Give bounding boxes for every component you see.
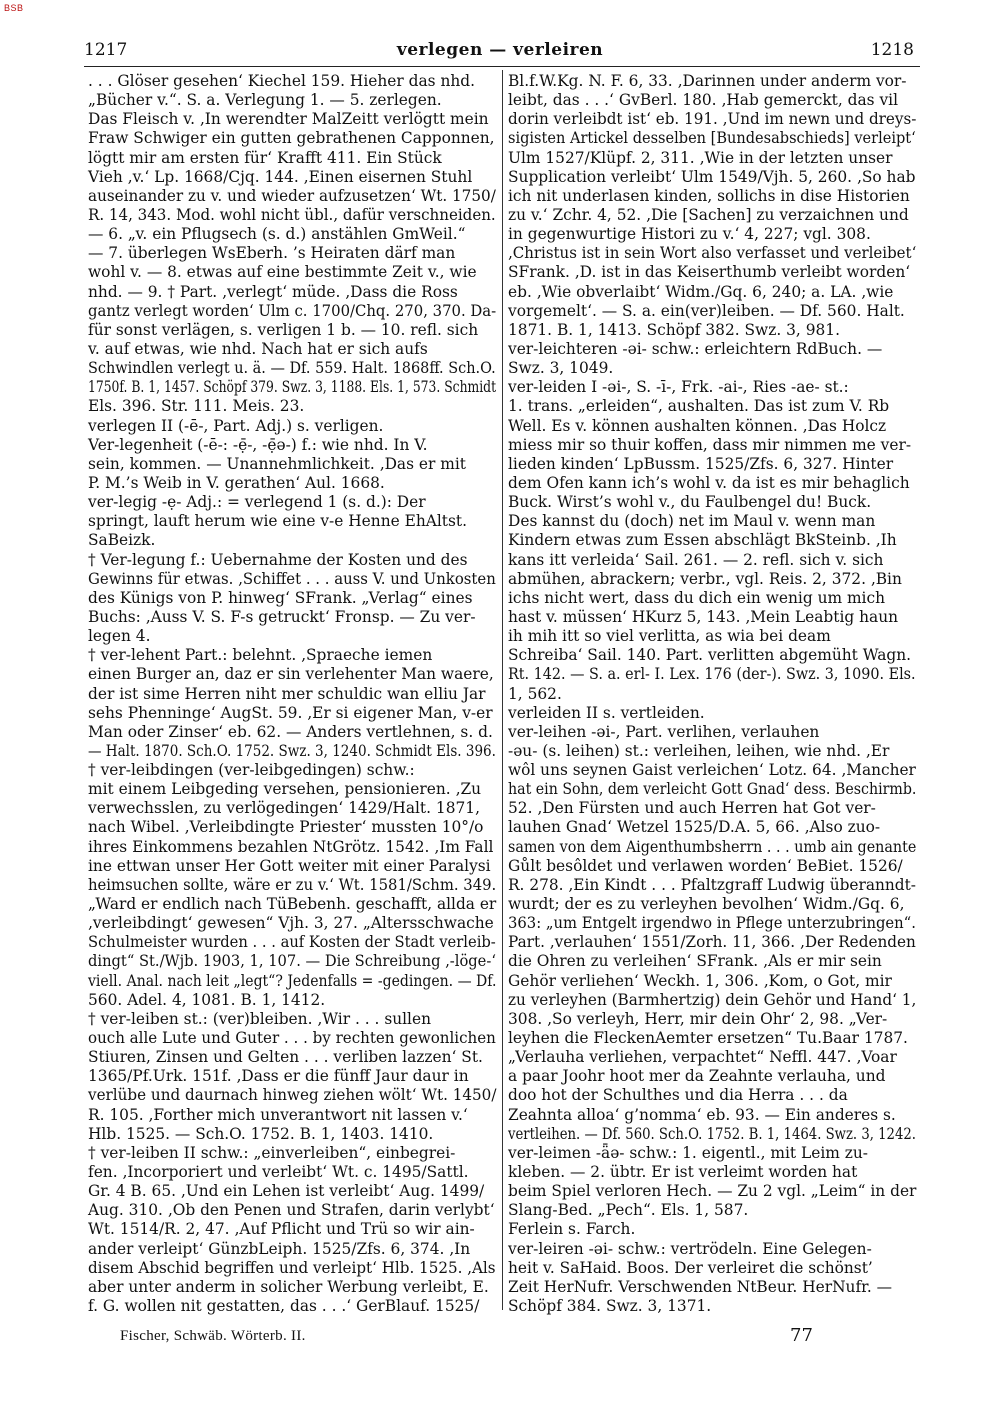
text-line: † ver-lehent Part.: belehnt. ‚Spraeche iemen bbox=[88, 646, 433, 665]
text-line: Gůlt besôldet und verlawen worden‘ BeBiet. 1526/ bbox=[508, 856, 903, 875]
text-line: ver-leichteren -əi- schw.: erleichtern RdBuch. — bbox=[508, 339, 883, 358]
text-line: Supplication verleibt‘ Ulm 1549/Vjh. 5, 260. ‚So hab bbox=[508, 167, 916, 186]
text-line: Man oder Zinser‘ eb. 62. — Anders vertlehnen, s. d. bbox=[88, 722, 493, 741]
text-line: Schreiba‘ Sail. 140. Part. verlitten abgemüht Wagn. bbox=[508, 646, 912, 665]
text-line: dorin verleibdt ist‘ eb. 191. ‚Und im newn und dreys- bbox=[508, 110, 917, 129]
text-line: ‚verleibdingt‘ gewesen“ Vjh. 3, 27. „Altersschwache bbox=[88, 914, 494, 933]
text-line: verlegen II (-ē-, Part. Adj.) s. verligen. bbox=[88, 416, 384, 435]
text-line: „Verlauha verliehen, verpachtet“ Neffl. 447. ‚Voar bbox=[508, 1048, 897, 1067]
text-line: miess mir so thuir koffen, dass mir nimmen me ver- bbox=[508, 435, 912, 454]
text-line: ver-leiden I -əi-, S. -ī-, Frk. -ai-, Ries -ae- st.: bbox=[508, 378, 849, 397]
text-line: gantz verlegt worden‘ Ulm c. 1700/Chq. 270, 370. Da- bbox=[88, 301, 497, 320]
text-line: doo hot der Schulthes und dia Herra . . . da bbox=[508, 1086, 848, 1105]
text-line: 1871. B. 1, 1413. Schöpf 382. Swz. 3, 981. bbox=[508, 320, 840, 339]
text-line: f. G. wollen nit gestatten, das . . .‘ GerBlauf. 1525/ bbox=[88, 1297, 480, 1315]
text-line: Zeit HerNufr. Verschwenden NtBeur. HerNufr. — bbox=[508, 1277, 893, 1296]
text-line: wôl uns seynen Gaist verleichen‘ Lotz. 64. ‚Mancher bbox=[508, 761, 916, 780]
text-line: verlübe und daurnach hinweg ziehen wölt‘ Wt. 1450/ bbox=[88, 1086, 497, 1105]
text-line: Buck. Wirst’s wohl v., du Faulbengel du! Buck. bbox=[508, 493, 872, 512]
text-line: mit einem Leibgeding versehen, pensionieren. ‚Zu bbox=[88, 780, 482, 799]
text-line: 560. Adel. 4, 1081. B. 1, 1412. bbox=[88, 990, 326, 1009]
text-line: springt, lauft herum wie eine v-e Henne EhAltst. bbox=[88, 512, 467, 531]
text-line: kleben. — 2. übtr. Er ist verleimt worden hat bbox=[508, 1163, 858, 1182]
text-line: in gegenwurtige Histori zu v.‘ 4, 227; vgl. 308. bbox=[508, 225, 871, 244]
text-line: zu v.‘ Zchr. 4, 52. ‚Die [Sachen] zu verzaichnen und bbox=[508, 205, 909, 224]
text-line: — 7. überlegen WsEberh. ’s Heiraten därf man bbox=[88, 244, 456, 263]
text-line: hast v. müssen‘ HKurz 5, 143. ‚Mein Leabtig haun bbox=[508, 607, 899, 626]
text-line: nach Wibel. ‚Verleibdingte Priester‘ mussten 10°/o bbox=[88, 818, 484, 837]
text-line: v. auf etwas, wie nhd. Nach hat er sich aufs bbox=[88, 339, 428, 358]
text-line: Vieh ‚v.‘ Lp. 1668/Cjq. 144. ‚Einen eisernen Stuhl bbox=[88, 167, 473, 186]
text-line: ine ettwan unser Her Gott weiter mit einer Paralysi bbox=[88, 856, 491, 875]
text-line: ver-leihen -əi-, Part. verlihen, verlauhen bbox=[508, 722, 820, 741]
text-line: einen Burger an, daz er sin verlehenter Man waere, bbox=[88, 665, 494, 684]
footer-signature: Fischer, Schwäb. Wörterb. II. bbox=[120, 1328, 306, 1344]
text-line: verwechsslen, zu verlögedingen‘ 1429/Halt. 1871, bbox=[88, 799, 480, 818]
text-line: † ver-leiben II schw.: „einverleiben“, einbegrei- bbox=[88, 1143, 456, 1162]
text-line: Kindern etwas zum Essen abschlägt BkSteinb. ‚Ih bbox=[508, 531, 897, 550]
left-column bbox=[88, 72, 496, 1316]
text-line: vertleihen. — Df. 560. Sch.O. 1752. B. 1, 1464. Swz. 3, 1242. bbox=[508, 1124, 917, 1143]
text-line: samen von dem Aigenthumbsherrn . . . umb ain genante bbox=[508, 837, 917, 856]
text-line: wohl v. — 8. etwas auf eine bestimmte Zeit v., wie bbox=[88, 263, 477, 282]
text-line: ander verleipt‘ GünzbLeiph. 1525/Zfs. 6, 374. ‚In bbox=[88, 1239, 471, 1258]
text-line: ouch alle Lute und Guter . . . by rechten gewonlichen bbox=[88, 1029, 496, 1048]
column-divider bbox=[502, 70, 503, 1310]
text-line: „Bücher v.“. S. a. Verlegung 1. — 5. zerlegen. bbox=[88, 91, 442, 110]
text-line: lauhen Gnad‘ Wetzel 1525/D.A. 5, 66. ‚Also zuo- bbox=[508, 818, 881, 837]
text-line: leyhen die FleckenAemter ersetzen“ Tu.Baar 1787. bbox=[508, 1029, 908, 1048]
text-line: Ver-legenheit (-ē-: -ẹ̄-, -ẹ̄ə-) f.: wie nhd. In V. bbox=[88, 435, 428, 454]
text-line: Part. ‚verlauhen‘ 1551/Zorh. 11, 366. ‚Der Redenden bbox=[508, 933, 916, 952]
text-line: 1365/Pf.Urk. 151f. ‚Dass er die fünff Jaur daur in bbox=[88, 1067, 469, 1086]
text-line: Das Fleisch v. ‚In werendter MalZeitt verlögtt mein bbox=[88, 110, 489, 129]
right-column bbox=[508, 72, 916, 1316]
text-line: für sonst verlägen, s. verligen 1 b. — 10. refl. sich bbox=[88, 320, 479, 339]
text-line: — 6. „v. ein Pflugsech (s. d.) anstählen GmWeil.“ bbox=[88, 225, 466, 244]
text-line: Hlb. 1525. — Sch.O. 1752. B. 1, 1403. 1410. bbox=[88, 1124, 434, 1143]
text-line: SFrank. ‚D. ist in das Keiserthumb verleibt worden‘ bbox=[508, 263, 911, 282]
text-line: ihres Einkommens bezahlen NtGrötz. 1542. ‚Im Fall bbox=[88, 837, 494, 856]
text-line: Els. 396. Str. 111. Meis. 23. bbox=[88, 397, 305, 416]
text-line: Gr. 4 B. 65. ‚Und ein Lehen ist verleibt‘ Aug. 1499/ bbox=[88, 1182, 485, 1201]
text-line: R. 14, 343. Mod. wohl nicht übl., dafür verschneiden. bbox=[88, 205, 496, 224]
text-line: Bl.f.W.Kg. N. F. 6, 33. ‚Darinnen under anderm vor- bbox=[508, 72, 907, 90]
text-line: verleiden II s. vertleiden. bbox=[508, 703, 705, 722]
text-line: leibt, das . . .‘ GvBerl. 180. ‚Hab gemerckt, das vil bbox=[508, 91, 898, 110]
text-line: ‚Christus ist in sein Wort also verfasset und verleibet‘ bbox=[508, 244, 917, 263]
text-line: kans itt verleida‘ Sail. 261. — 2. refl. sich v. sich bbox=[508, 550, 884, 569]
text-line: dem Ofen kann ich’s wohl v. da ist es mir behaglich bbox=[508, 473, 910, 492]
text-line: 1750f. B. 1, 1457. Schöpf 379. Swz. 3, 1188. Els. 1, 573. Schmidt bbox=[88, 378, 497, 397]
text-line: Schulmeister wurden . . . auf Kosten der Stadt verleib- bbox=[88, 933, 496, 952]
text-line: 363: „um Entgelt irgendwo in Pflege unterzubringen“. bbox=[508, 914, 916, 933]
text-line: aber unter anderm in solicher Werbung verleibt, E. bbox=[88, 1277, 489, 1296]
text-line: ver-legig -ẹ- Adj.: = verlegend 1 (s. d.): Der bbox=[88, 493, 426, 512]
text-line: Aug. 310. ‚Ob den Penen und Strafen, darin verlybt‘ bbox=[88, 1201, 495, 1220]
text-line: Well. Es v. können aushalten können. ‚Das Holcz bbox=[508, 416, 887, 435]
text-line: † Ver-legung f.: Uebernahme der Kosten und des bbox=[88, 550, 468, 569]
text-line: nhd. — 9. † Part. ‚verlegt‘ müde. ‚Dass die Ross bbox=[88, 282, 458, 301]
text-line: ver-leiren -əi- schw.: vertrödeln. Eine Gelegen- bbox=[508, 1239, 872, 1258]
text-line: fen. ‚Incorporiert und verleibt‘ Wt. c. 1495/Sattl. bbox=[88, 1163, 469, 1182]
text-line: ih mih itt so viel verlitta, as wia bei deam bbox=[508, 627, 831, 646]
text-line: Schöpf 384. Swz. 3, 1371. bbox=[508, 1297, 712, 1315]
text-line: die Ohren zu verleihen‘ SFrank. ‚Als er mir sein bbox=[508, 952, 882, 971]
text-line: ichs nicht wert, dass du dich ein wenig um mich bbox=[508, 588, 886, 607]
left-page-number: 1217 bbox=[84, 40, 128, 60]
text-line: sein, kommen. — Unannehmlichkeit. ‚Das er mit bbox=[88, 454, 466, 473]
text-line: eb. ‚Wie obverlaibt‘ Widm./Gq. 6, 240; a. LA. ‚wie bbox=[508, 282, 894, 301]
text-line: P. M.’s Weib in V. gerathen‘ Aul. 1668. bbox=[88, 473, 385, 492]
text-line: -əu- (s. leihen) st.: verleihen, leihen, wie nhd. ‚Er bbox=[508, 741, 890, 760]
text-line: Des kannst du (doch) net im Maul v. wenn man bbox=[508, 512, 876, 531]
text-line: Wt. 1514/R. 2, 47. ‚Auf Pflicht und Trü so wir ain- bbox=[88, 1220, 475, 1239]
text-line: 52. ‚Den Fürsten und auch Herren hat Got ver- bbox=[508, 799, 876, 818]
text-line: dingt“ St./Wjb. 1903, 1, 107. — Die Schreibung ‚-löge-‘ bbox=[88, 952, 496, 971]
text-line: a paar Joohr hoot mer da Zeahnte verlauha, und bbox=[508, 1067, 886, 1086]
right-page-number: 1218 bbox=[870, 40, 914, 60]
text-line: „Ward er endlich nach TüBebenh. geschafft, allda er bbox=[88, 895, 497, 914]
text-line: R. 105. ‚Forther mich unverantwort nit lassen v.‘ bbox=[88, 1105, 468, 1124]
text-line: lieden kinden‘ LpBussm. 1525/Zfs. 6, 327. Hinter bbox=[508, 454, 894, 473]
text-line: Ferlein s. Farch. bbox=[508, 1220, 636, 1239]
page-title: verlegen — verleiren bbox=[396, 40, 604, 60]
text-line: Fraw Schwiger ein gutten gebrathenen Capponnen, bbox=[88, 129, 495, 148]
text-line: SaBeizk. bbox=[88, 531, 156, 550]
text-line: ver-leimen -ǟə- schw.: 1. eigentl., mit Leim zu- bbox=[508, 1143, 868, 1162]
text-line: vorgemelt‘. — S. a. ein(ver)leiben. — Df. 560. Halt. bbox=[508, 301, 905, 320]
text-line: Gehör verliehen‘ Weckh. 1, 306. ‚Kom, o Got, mir bbox=[508, 971, 892, 990]
sheet-number: 77 bbox=[790, 1325, 813, 1346]
text-line: zu verleyhen (Barmhertzig) dein Gehör und Hand‘ 1, bbox=[508, 990, 917, 1009]
text-line: Stiuren, Zinsen und Gelten . . . verliben lazzen‘ St. bbox=[88, 1048, 483, 1067]
library-stamp: BSB bbox=[4, 3, 24, 13]
text-line: 1, 562. bbox=[508, 684, 562, 703]
text-line: † ver-leiben st.: (ver)bleiben. ‚Wir . . . sullen bbox=[88, 1009, 431, 1028]
text-line: sigisten Artickel desselben [Bundesabschieds] verleipt‘ bbox=[508, 129, 916, 148]
header-rule bbox=[84, 66, 920, 67]
text-line: lögtt mir am ersten für‘ Krafft 411. Ein Stück bbox=[88, 148, 442, 167]
text-line: auseinander zu v. und wieder aufzusetzen‘ Wt. 1750/ bbox=[88, 186, 496, 205]
text-line: des Künigs von P. hinweg‘ SFrank. „Verlag“ eines bbox=[88, 588, 473, 607]
text-line: beim Spiel verloren Hech. — Zu 2 vgl. „Leim“ in der bbox=[508, 1182, 917, 1201]
text-line: — Halt. 1870. Sch.O. 1752. Swz. 3, 1240. Schmidt Els. 396. bbox=[88, 741, 496, 760]
text-line: 308. ‚So verleyh, Herr, mir dein Ohr‘ 2, 98. „Ver- bbox=[508, 1009, 888, 1028]
text-line: Ulm 1527/Klüpf. 2, 311. ‚Wie in der letzten unser bbox=[508, 148, 893, 167]
text-line: viell. Anal. nach leit „legt“? Jedenfalls = -gedingen. — Df. bbox=[88, 971, 497, 990]
text-line: R. 278. ‚Ein Kindt . . . Pfaltzgraff Ludwig überanndt- bbox=[508, 875, 916, 894]
text-line: sehs Phenninge‘ AugSt. 59. ‚Er si eigener Man, v-er bbox=[88, 703, 493, 722]
text-line: Rt. 142. — S. a. erl- I. Lex. 176 (der-). Swz. 3, 1090. Els. bbox=[508, 665, 916, 684]
text-line: Zeahnta alloa‘ g’nomma‘ eb. 93. — Ein anderes s. bbox=[508, 1105, 896, 1124]
text-line: Gewinns für etwas. ‚Schiffet . . . auss V. und Unkosten bbox=[88, 569, 496, 588]
text-line: wurdt; der es zu verleyhen bevolhen‘ Widm./Gq. 6, bbox=[508, 895, 905, 914]
text-line: ich nit underlasen kinden, sollichs in dise Historien bbox=[508, 186, 910, 205]
text-line: 1. trans. „erleiden“, aushalten. Das ist zum V. Rb bbox=[508, 397, 890, 416]
text-line: heit v. SaHaid. Boos. Der verleiret die schönst’ bbox=[508, 1258, 873, 1277]
text-line: hat ein Sohn, dem verleicht Gott Gnad‘ dess. Beschirmb. bbox=[508, 780, 917, 799]
text-line: legen 4. bbox=[88, 627, 151, 646]
text-line: der ist sime Herren niht mer schuldic wan elliu Jar bbox=[88, 684, 486, 703]
text-line: disem Abschid begriffen und verleipt‘ Hlb. 1525. ‚Als bbox=[88, 1258, 496, 1277]
text-line: . . . Glöser gesehen‘ Kiechel 159. Hieher das nhd. bbox=[88, 72, 476, 90]
text-line: Schwindlen verlegt u. ä. — Df. 559. Halt. 1868ff. Sch.O. bbox=[88, 359, 496, 378]
text-line: Buchs: ‚Auss V. S. F-s getruckt‘ Fronsp. — Zu ver- bbox=[88, 607, 476, 626]
text-line: Slang-Bed. „Pech“. Els. 1, 587. bbox=[508, 1201, 749, 1220]
text-line: Swz. 3, 1049. bbox=[508, 359, 614, 378]
text-line: † ver-leibdingen (ver-leibgedingen) schw.: bbox=[88, 761, 415, 780]
text-line: abmühen, abrackern; verbr., vgl. Reis. 2, 372. ‚Bin bbox=[508, 569, 902, 588]
text-line: heimsuchen sollte, wäre er zu v.‘ Wt. 1581/Schm. 349. bbox=[88, 875, 497, 894]
